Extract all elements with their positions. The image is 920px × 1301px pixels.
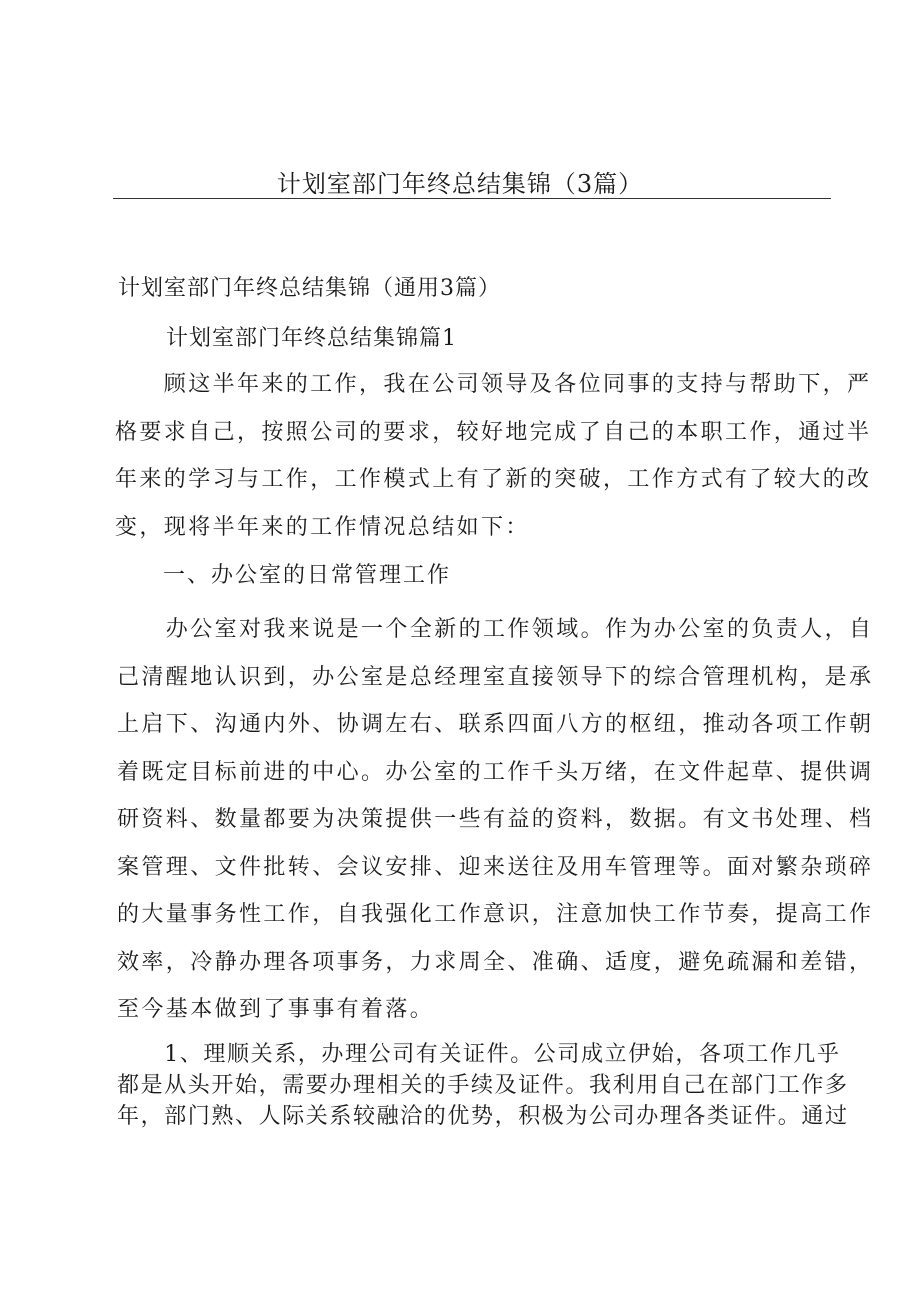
paragraph-line: 研资料、数量都要为决策提供一些有益的资料，数据。有文书处理、档 — [117, 807, 874, 832]
paragraph-line: 格要求自己，按照公司的要求，较好地完成了自己的本职工作，通过半 — [115, 419, 872, 445]
paragraph-line: 己清醒地认识到，办公室是总经理室直接领导下的综合管理机构，是承 — [117, 664, 874, 690]
paragraph-line: 年来的学习与工作，工作模式上有了新的突破，工作方式有了较大的改 — [115, 467, 872, 492]
paragraph-line: 顾这半年来的工作，我在公司领导及各位同事的支持与帮助下，严 — [115, 372, 872, 397]
chapter-heading: 计划室部门年终总结集锦篇1 — [166, 326, 457, 351]
paragraph-line: 1、理顺关系，办理公司有关证件。公司成立伊始，各项工作几乎 — [117, 1042, 841, 1067]
office-paragraph — [117, 606, 873, 1034]
paragraph-line: 上启下、沟通内外、协调左右、联系四面八方的枢纽，推动各项工作朝 — [117, 712, 874, 737]
paragraph-line: 都是从头开始，需要办理相关的手续及证件。我利用自己在部门工作多 — [117, 1073, 849, 1098]
document-title: 计划室部门年终总结集锦（3篇） — [276, 170, 644, 198]
paragraph-line: 效率，冷静办理各项事务，力求周全、准确、适度，避免疏漏和差错， — [117, 949, 874, 975]
paragraph-line: 的大量事务性工作，自我强化工作意识，注意加快工作节奏，提高工作 — [117, 902, 874, 927]
item1-paragraph — [117, 1039, 849, 1132]
intro-paragraph — [115, 361, 871, 551]
paragraph-line: 年，部门熟、人际关系较融洽的优势，积极为公司办理各类证件。通过 — [117, 1104, 849, 1129]
paragraph-line: 着既定目标前进的中心。办公室的工作千头万绪，在文件起草、提供调 — [117, 759, 874, 785]
document-subtitle: 计划室部门年终总结集锦（通用3篇） — [118, 276, 501, 301]
paragraph-line: 办公室对我来说是一个全新的工作领域。作为办公室的负责人，自 — [117, 617, 874, 642]
paragraph-line: 案管理、文件批转、会议安排、迎来送往及用车管理等。面对繁杂琐碎 — [117, 854, 874, 880]
paragraph-line: 变，现将半年来的工作情况总结如下： — [115, 514, 530, 540]
title-underline — [113, 198, 831, 199]
section-heading: 一、办公室的日常管理工作 — [163, 563, 452, 588]
paragraph-line: 至今基本做到了事事有着落。 — [117, 997, 435, 1022]
